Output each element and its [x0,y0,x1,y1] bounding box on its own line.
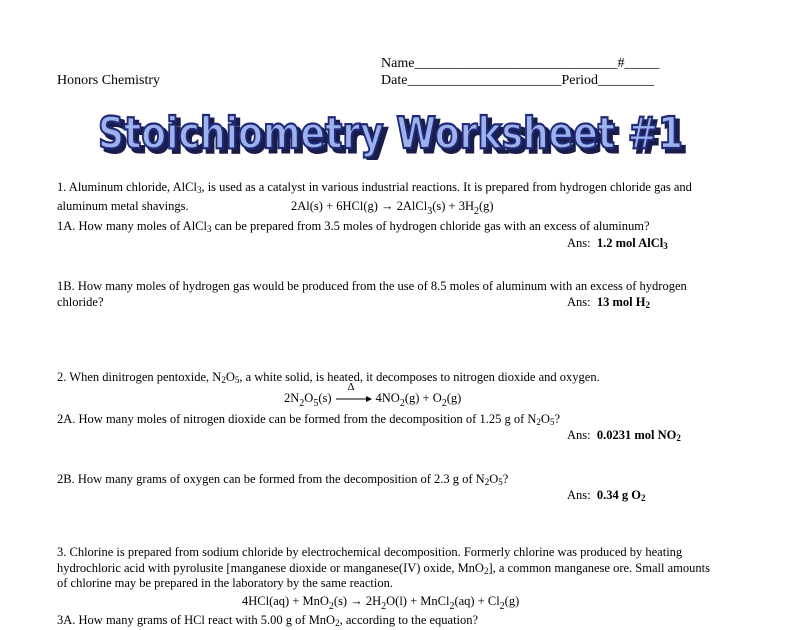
title-text: Stoichiometry Worksheet #1 [98,108,683,159]
q2b-text: 2B. How many grams of oxygen can be formed from the decomposition of 2.3 g of $N_2O_5$? [57,472,509,487]
date-line [381,73,654,89]
hash-label: # [617,56,625,71]
period-blank: ________ [598,73,654,88]
name-blank: _____________________________ [414,56,618,71]
q2a-text: 2A. How many moles of nitrogen dioxide can be formed from the decomposition of 1.25 g of $N_2O_5$? [57,412,561,427]
q2-text: 2. When dinitrogen pentoxide, $N_2O_5$, a white solid, is heated, it decomposes to nitrogen dioxide and oxygen. [57,370,600,385]
name-line [381,56,659,72]
q1b-line2: chloride? [57,295,104,309]
q3-line3: of chlorine may be prepared in the laboratory by the same reaction. [57,576,393,590]
date-blank: ______________________ [407,73,562,88]
q1a-answer: Ans: 1.2 mol AlCl$_3$ [567,236,668,251]
q3-equation: $4HCl(aq) + MnO_2(s) \to 2H_2O(l)$ + MnCl$_2$(aq) + $Cl_2(g)$ [242,594,520,612]
q3-line2: hydrochloric acid with pyrolusite [manganese dioxide or manganese(IV) oxide, MnO$_2$], a common manganese ore. Small amounts [57,561,710,576]
name-label: Name [381,56,415,71]
course-title: Honors Chemistry [57,73,161,88]
title-shadow: Stoichiometry Worksheet #1 [102,112,687,160]
q1b-answer: Ans: 13 mol $H_2$ [567,295,650,310]
q2b-answer: Ans: 0.34 g $O_2$ [567,488,646,503]
q3a-text: 3A. How many grams of HCl react with 5.00 g of MnO$_2$, according to the equation? [57,613,479,628]
q1-equation: 2Al(s) + 6HCl(g) → 2AlCl$_3$(s) + $3H_2(g)$ [291,199,494,217]
period-label: Period [561,73,598,88]
q2-equation: $2N_2O_5(s)$ Δ $4NO_2(g) + O_2(g)$ [284,381,462,409]
q3-line1: 3. Chlorine is prepared from sodium chloride by electrochemical decomposition. Formerly chlorine was produced by heating [57,545,683,559]
worksheet-title [96,100,696,160]
delta-arrow: Δ [336,395,372,403]
q1-line2: aluminum metal shavings. [57,199,189,213]
q1-line1: 1. Aluminum chloride, AlCl$_3$, is used as a catalyst in various industrial reactions. It is prepared from hydrogen chloride gas and [57,180,692,195]
q1a-text: 1A. How many moles of AlCl$_3$ can be prepared from 3.5 moles of hydrogen chloride gas with an excess of aluminum? [57,219,650,234]
q2a-answer: Ans: 0.0231 mol $NO_2$ [567,428,681,443]
hash-blank: _____ [624,56,660,71]
date-label: Date [381,73,408,88]
q1b-line1: 1B. How many moles of hydrogen gas would be produced from the use of 8.5 moles of aluminum with an excess of hydrogen [57,279,687,293]
